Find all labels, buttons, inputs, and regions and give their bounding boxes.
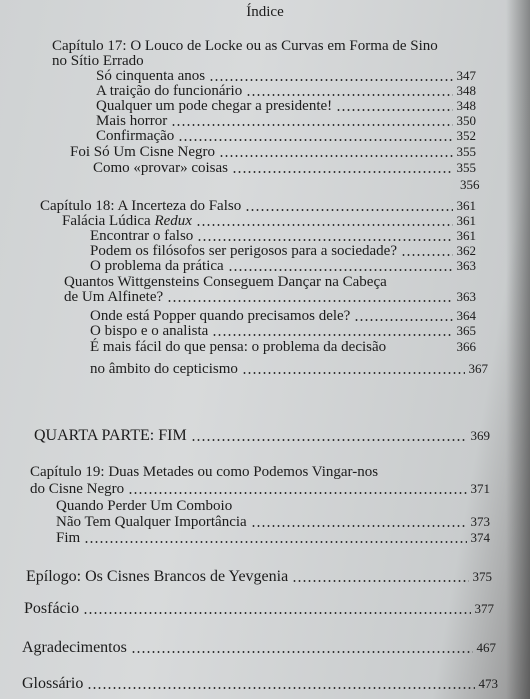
toc-row-page: 352 <box>456 128 476 143</box>
page-header: Índice <box>246 4 284 20</box>
toc-row-title <box>62 213 192 229</box>
chapter-17-title: Capítulo 17: O Louco de Locke ou as Curvas em Forma de Sino <box>52 38 438 54</box>
leader-dots <box>84 541 466 543</box>
toc-row-page: 366 <box>456 339 476 354</box>
toc-subsection-title: Quantos Wittgensteins Conseguem Dançar na Cabeça <box>64 274 387 290</box>
toc-row <box>22 640 496 656</box>
toc-row-page: 365 <box>456 323 476 338</box>
toc-row-title: Como «provar» coisas <box>93 160 228 176</box>
toc-row-title-text: Falácia Lúdica <box>62 213 155 229</box>
toc-row-page: 361 <box>456 198 476 213</box>
leader-dots <box>209 79 452 81</box>
leader-dots <box>196 224 453 226</box>
toc-row-page: 467 <box>476 640 496 655</box>
toc-row-title: Mais horror <box>96 113 168 129</box>
toc-row-page: 355 <box>456 160 476 175</box>
leader-dots <box>292 580 468 582</box>
leader-dots <box>232 171 453 173</box>
leader-dots <box>245 209 452 211</box>
toc-row <box>62 213 476 229</box>
leader-dots <box>251 525 467 527</box>
toc-row-title: Onde está Popper quando precisamos dele? <box>90 308 351 324</box>
toc-row <box>90 228 476 244</box>
toc-row <box>96 68 476 84</box>
toc-row-title: É mais fácil do que pensa: o problema da decisão <box>90 339 387 355</box>
leader-dots <box>242 372 465 374</box>
leader-dots <box>219 155 452 157</box>
toc-row-page: 362 <box>456 243 476 258</box>
toc-row <box>22 676 498 692</box>
toc-row-title-em: Redux <box>154 213 192 229</box>
toc-row-title: Só cinquenta anos <box>96 68 206 84</box>
part-4-title: QUARTA PARTE: FIM <box>34 427 187 444</box>
toc-row <box>96 83 476 99</box>
leader-dots <box>212 334 452 336</box>
toc-row-title: Agradecimentos <box>22 639 127 656</box>
toc-row <box>64 289 476 305</box>
toc-row-title: Glossário <box>22 675 84 692</box>
toc-row-page: 374 <box>470 530 490 545</box>
toc-row-title: no âmbito do cepticismo <box>90 361 238 377</box>
toc-row <box>90 361 488 377</box>
leader-dots <box>171 124 452 126</box>
toc-row-title: do Cisne Negro <box>30 481 125 497</box>
toc-row-page: 348 <box>456 83 476 98</box>
chapter-17-title-cont: no Sítio Errado <box>52 53 144 69</box>
toc-row-page: 363 <box>456 258 476 273</box>
toc-row-title: Fim <box>56 530 81 546</box>
toc-row-title: Foi Só Um Cisne Negro <box>70 144 216 160</box>
toc-row <box>96 113 476 129</box>
leader-dots <box>246 94 452 96</box>
toc-row-page: 363 <box>456 289 476 304</box>
chapter-18-title: Capítulo 18: A Incerteza do Falso <box>40 198 242 214</box>
toc-row <box>90 308 476 324</box>
toc-row-page: 369 <box>470 428 490 443</box>
toc-row <box>90 339 476 355</box>
toc-subsection-title: Quando Perder Um Comboio <box>56 498 233 514</box>
toc-row <box>70 144 476 160</box>
toc-row-title: Epílogo: Os Cisnes Brancos de Yevgenia <box>26 568 289 585</box>
toc-row <box>34 428 490 444</box>
toc-row-page: 375 <box>472 569 492 584</box>
toc-row-title: Não Tem Qualquer Importância <box>56 514 247 530</box>
chapter-19-title: Capítulo 19: Duas Metades ou como Podemos Vingar-nos <box>30 464 379 480</box>
leader-dots <box>167 300 452 302</box>
toc-row <box>96 128 476 144</box>
toc-row-page: 371 <box>470 481 490 496</box>
toc-row-title: de Um Alfinete? <box>64 289 164 305</box>
toc-row-page: 367 <box>468 361 488 376</box>
toc-page-number: 356 <box>460 177 480 192</box>
toc-row-title: Confirmação <box>96 128 175 144</box>
toc-row-title: Posfácio <box>24 600 80 617</box>
toc-row-title: Encontrar o falso <box>90 228 194 244</box>
leader-dots <box>128 492 466 494</box>
toc-row <box>40 198 476 214</box>
toc-row-page: 350 <box>456 113 476 128</box>
toc-row-title: Qualquer um pode chegar a presidente! <box>96 98 333 114</box>
toc-row <box>56 514 490 530</box>
toc-row <box>26 569 492 585</box>
toc-row-page: 373 <box>470 514 490 529</box>
leader-dots <box>131 651 473 653</box>
toc-row <box>96 98 476 114</box>
toc-row-page: 473 <box>478 676 498 691</box>
leader-dots <box>336 109 452 111</box>
leader-dots <box>191 439 467 441</box>
leader-dots <box>197 239 452 241</box>
leader-dots <box>354 319 452 321</box>
leader-dots <box>178 139 452 141</box>
toc-row-title: A traição do funcionário <box>96 83 243 99</box>
toc-row-page: 361 <box>456 213 476 228</box>
leader-dots <box>83 612 470 614</box>
toc-row <box>90 243 476 259</box>
page-edge-shadow <box>506 0 530 699</box>
toc-row-page: 364 <box>456 308 476 323</box>
toc-row-page: 361 <box>456 228 476 243</box>
toc-row <box>93 160 476 176</box>
toc-row <box>56 530 490 546</box>
toc-row <box>90 323 476 339</box>
toc-row-page: 377 <box>474 601 494 616</box>
toc-row-page: 348 <box>456 98 476 113</box>
toc-row-title: O problema da prática <box>90 258 224 274</box>
leader-dots <box>401 254 452 256</box>
toc-row <box>24 601 494 617</box>
toc-row-title: Podem os filósofos ser perigosos para a sociedade? <box>90 243 398 259</box>
toc-row <box>30 481 490 497</box>
leader-dots <box>87 687 474 689</box>
leader-dots <box>228 269 453 271</box>
toc-row-title: O bispo e o analista <box>90 323 209 339</box>
toc-row <box>90 258 476 274</box>
toc-row-page: 355 <box>456 144 476 159</box>
toc-row-page: 347 <box>456 68 476 83</box>
